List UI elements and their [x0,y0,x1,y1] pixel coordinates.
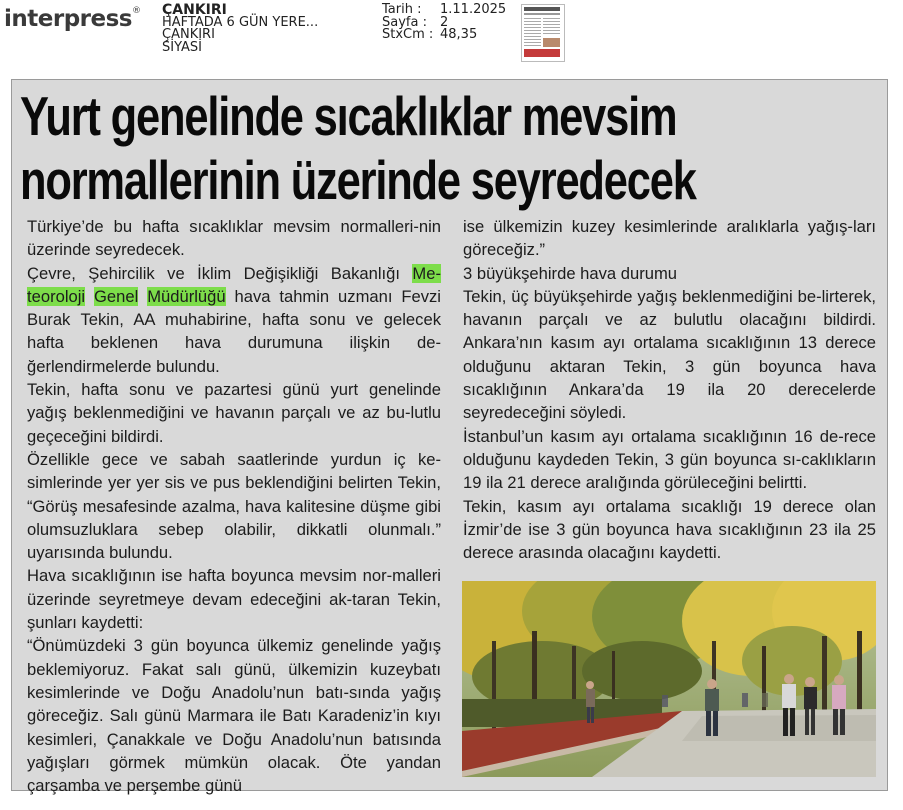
article-column-2 [463,215,876,564]
subheading: 3 büyükşehirde hava durumu [463,263,678,283]
paragraph: İstanbul’un kasım ayı ortalama sıcaklığının 16 de-rece olduğunu kaydeden Tekin, 3 gün boyunca sı-caklıkların 19 ila 21 derece aralığında görüleceğini belirtti. [463,426,876,493]
category-label: SİYASİ [162,39,202,55]
date-label: Tarih : [382,2,422,17]
headline-line-2: normallerinin üzerinde seyredecek [20,149,696,211]
stxcm-value: 48,35 [440,27,478,42]
highlight: Me-teoroloji [27,263,441,306]
paragraph: ise ülkemizin kuzey kesimlerinde aralıklarla yağış-ları göreceğiz.” [463,217,876,260]
clip-meta [162,4,318,54]
city-label: ÇANKIRI [162,2,227,18]
paragraph: Tekin, kasım ayı ortalama sıcaklığı 19 derece olan İzmir’de ise 3 gün boyunca hava sıcaklığının 23 ila 25 derece arasında olacağını kaydetti. [463,496,876,563]
page-thumbnail[interactable] [521,4,565,62]
park-photo [462,581,876,777]
clip-details [382,4,506,42]
stxcm-label: StxCm : [382,27,434,42]
article-headline [20,84,706,212]
date-value: 1.11.2025 [440,2,507,17]
interpress-logo: interpress® [4,6,141,32]
highlight: Genel [94,286,139,306]
paragraph: Hava sıcaklığının ise hafta boyunca mevsim nor-malleri üzerinde seyretmeye devam edeceğini ak-taran Tekin, şunları kaydetti: [27,566,441,633]
paragraph: Tekin, hafta sonu ve pazartesi günü yurt genelinde yağış beklenmediğini ve havanın parçalı ve az bu-lutlu geçeceğini bildirdi. [27,380,441,446]
paragraph: Tekin, üç büyükşehirde yağış beklenmediğini be-lirterek, havanın parçalı ve az bulutlu olacağını bildirdi. Ankara’nın kasım ayı ortalama sıcaklığının 13 derece olduğunu aktaran Tekin, 3 gün boyunca hava sıcaklığının Ankara’da 19 ila 20 derecelerde seyredeceğini söyledi. [463,286,876,423]
publication-name: HAFTADA 6 GÜN YERE... [162,14,319,30]
page-label: Sayfa : [382,14,427,30]
paragraph: Çevre, Şehircilik ve İklim Değişikliği Bakanlığı Me-teoroloji Genel Müdürlüğü hava tahmin uzmanı Fevzi Burak Tekin, AA muhabirine, hafta sonu ve gelecek hafta beklenen hava durumuna ilişkin de-ğerlendirmelerde bulundu. [27,263,441,376]
paragraph: “Önümüzdeki 3 gün boyunca ülkemiz genelinde yağış beklemiyoruz. Fakat salı günü, ülkemizin kuzeybatı kesimlerinde ve Doğu Anadolu’nun batı-sında yağış göreceğiz. Salı günü Marmara ile Batı Karadeniz’in kıyı kesimleri, Çanakkale ve Doğu Anadolu’nun batısında yağışları görmek mümkün olacak. Öte yandan çarşamba ve perşembe günü [27,636,441,796]
paragraph: Türkiye’de bu hafta sıcaklıklar mevsim normalleri-nin üzerinde seyredecek. [27,217,441,260]
region-label: ÇANKIRI [162,27,215,42]
article-column-1 [27,215,441,797]
paragraph: Özellikle gece ve sabah saatlerinde yurdun iç ke-simlerinde yer yer sis ve pus beklendiğini belirten Tekin, “Görüş mesafesinde azalma, hava kalitesine düşme gibi olumsuzluklara sebep olabilir, dikkatli olunmalı.” uyarısında bulundu. [27,449,441,563]
headline-line-1: Yurt genelinde sıcaklıklar mevsim [20,85,677,147]
highlight: Müdürlüğü [147,286,226,306]
page-value: 2 [440,14,449,30]
